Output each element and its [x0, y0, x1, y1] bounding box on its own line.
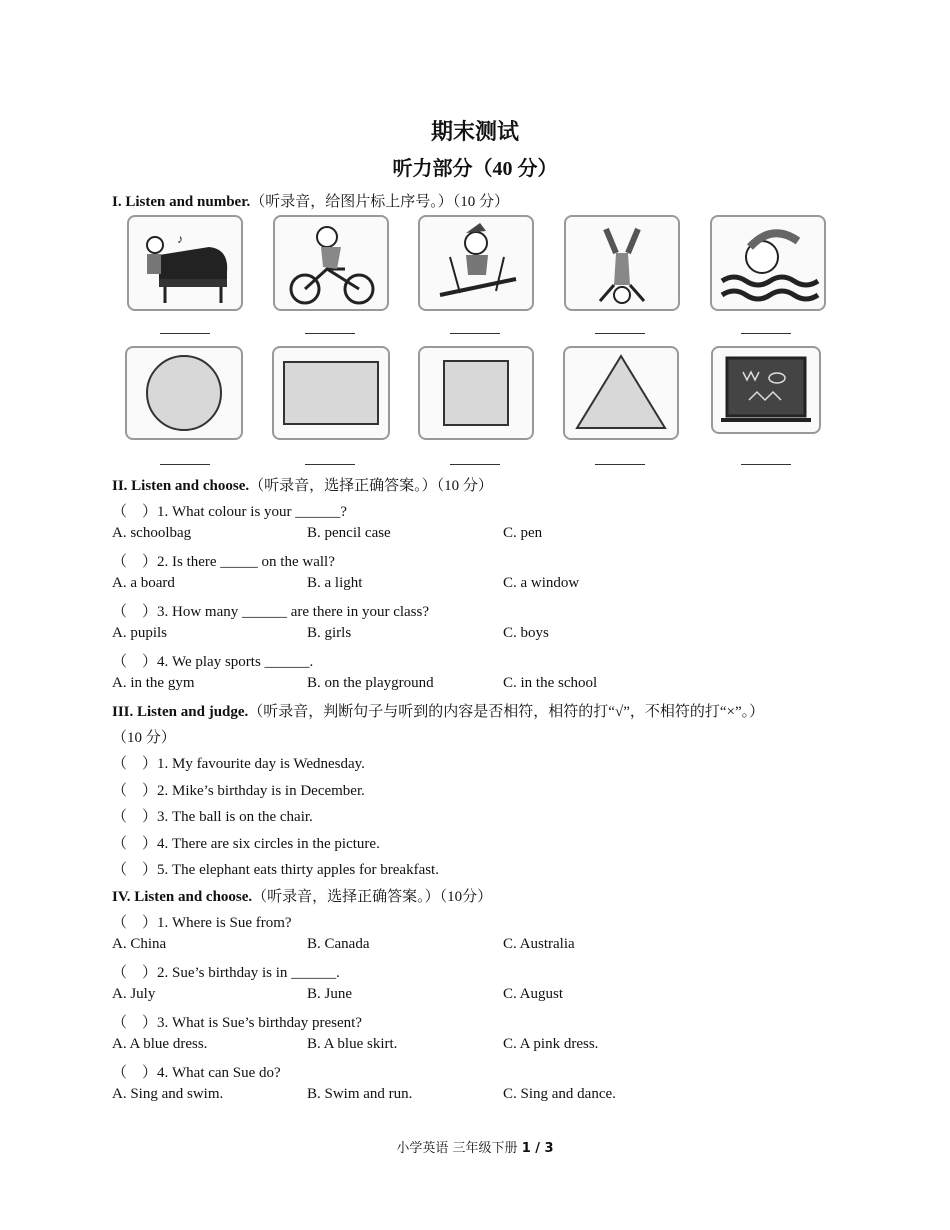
section4-heading-text: IV. Listen and choose. — [112, 889, 253, 905]
answer-blank[interactable] — [160, 333, 210, 334]
swimming-icon — [712, 217, 824, 309]
answer-blank[interactable] — [741, 464, 791, 465]
section2-instruction: （听录音，选择正确答案。）（10 分） — [249, 478, 493, 494]
option-c[interactable]: C. boys — [503, 625, 549, 641]
answer-blank[interactable] — [741, 333, 791, 334]
square-shape-icon — [420, 348, 532, 438]
option-b[interactable]: B. A blue skirt. — [307, 1036, 398, 1052]
picture-triangle — [563, 346, 679, 440]
answer-blank[interactable] — [595, 464, 645, 465]
question: （ ）2. Is there _____ on the wall? — [112, 554, 335, 570]
option-a[interactable]: A. pupils — [112, 625, 168, 641]
option-b[interactable]: B. a light — [307, 575, 363, 591]
judge-item: （ ）2. Mike’s birthday is in December. — [112, 783, 365, 799]
section1-heading-text: I. Listen and number. — [112, 194, 251, 210]
option-a[interactable]: A. in the gym — [112, 675, 195, 691]
section3-heading-text: III. Listen and judge. — [112, 704, 249, 720]
picture-skiing — [418, 215, 534, 311]
answer-blank[interactable] — [305, 333, 355, 334]
option-c[interactable]: C. Australia — [503, 936, 575, 952]
section1-heading — [112, 190, 509, 211]
picture-blackboard — [711, 346, 821, 434]
riding-bike-icon — [275, 217, 387, 309]
option-b[interactable]: B. Swim and run. — [307, 1086, 413, 1102]
svg-text:♪: ♪ — [177, 232, 183, 246]
section3-instruction: （听录音，判断句子与听到的内容是否相符，相符的打“√”，不相符的打“×”。） — [248, 704, 765, 720]
page-footer — [0, 1137, 950, 1156]
option-a[interactable]: A. Sing and swim. — [112, 1086, 224, 1102]
section1-instruction: （听录音，给图片标上序号。）（10 分） — [250, 194, 510, 210]
question: （ ）2. Sue’s birthday is in ______. — [112, 965, 340, 981]
section3-points — [112, 726, 176, 747]
question: （ ）4. We play sports ______. — [112, 654, 314, 670]
answer-blank[interactable] — [450, 464, 500, 465]
page-subtitle: 听力部分（40 分） — [392, 158, 558, 180]
question: （ ）3. How many ______ are there in your class? — [112, 604, 430, 620]
option-b[interactable]: B. girls — [307, 625, 352, 641]
handstand-icon — [566, 217, 678, 309]
section2-heading — [112, 474, 493, 495]
option-b[interactable]: B. pencil case — [307, 525, 391, 541]
answer-blank[interactable] — [595, 333, 645, 334]
picture-square — [418, 346, 534, 440]
picture-rectangle — [272, 346, 390, 440]
page-title: 期末测试 — [430, 119, 519, 144]
option-c[interactable]: C. August — [503, 986, 564, 1002]
option-c[interactable]: C. a window — [503, 575, 580, 591]
section3-heading — [112, 700, 764, 721]
option-b[interactable]: B. June — [307, 986, 352, 1002]
answer-blank[interactable] — [160, 464, 210, 465]
question: （ ）1. What colour is your ______? — [112, 504, 347, 520]
skiing-icon — [420, 217, 532, 309]
question: （ ）3. What is Sue’s birthday present? — [112, 1015, 362, 1031]
piano-icon — [129, 217, 241, 309]
option-c[interactable]: C. Sing and dance. — [503, 1086, 616, 1102]
picture-swimming — [710, 215, 826, 311]
question: （ ）4. What can Sue do? — [112, 1065, 281, 1081]
judge-item: （ ）4. There are six circles in the picture. — [112, 836, 380, 852]
option-c[interactable]: C. in the school — [503, 675, 598, 691]
footer-subject: 小学英语 三年级下册 — [396, 1141, 518, 1156]
blackboard-icon — [713, 348, 819, 432]
section4-instruction: （听录音，选择正确答案。）（10分） — [252, 889, 493, 905]
judge-item: （ ）3. The ball is on the chair. — [112, 809, 313, 825]
picture-circle — [125, 346, 243, 440]
option-c[interactable]: C. A pink dress. — [503, 1036, 599, 1052]
question: （ ）1. Where is Sue from? — [112, 915, 292, 931]
option-a[interactable]: A. China — [112, 936, 167, 952]
answer-blank[interactable] — [305, 464, 355, 465]
section2-heading-text: II. Listen and choose. — [112, 478, 250, 494]
section4-heading — [112, 885, 492, 906]
picture-handstand — [564, 215, 680, 311]
page-number: 1 / 3 — [521, 1141, 554, 1156]
triangle-shape-icon — [565, 348, 677, 438]
circle-shape-icon — [127, 348, 241, 438]
answer-blank[interactable] — [450, 333, 500, 334]
judge-item: （ ）5. The elephant eats thirty apples for breakfast. — [112, 862, 439, 878]
judge-item: （ ）1. My favourite day is Wednesday. — [112, 756, 365, 772]
section3-points-text: （10 分） — [112, 730, 176, 746]
option-b[interactable]: B. Canada — [307, 936, 370, 952]
picture-piano — [127, 215, 243, 311]
option-c[interactable]: C. pen — [503, 525, 543, 541]
option-a[interactable]: A. A blue dress. — [112, 1036, 208, 1052]
option-b[interactable]: B. on the playground — [307, 675, 434, 691]
picture-riding-bike — [273, 215, 389, 311]
option-a[interactable]: A. schoolbag — [112, 525, 192, 541]
option-a[interactable]: A. a board — [112, 575, 175, 591]
rectangle-shape-icon — [274, 348, 388, 438]
option-a[interactable]: A. July — [112, 986, 156, 1002]
